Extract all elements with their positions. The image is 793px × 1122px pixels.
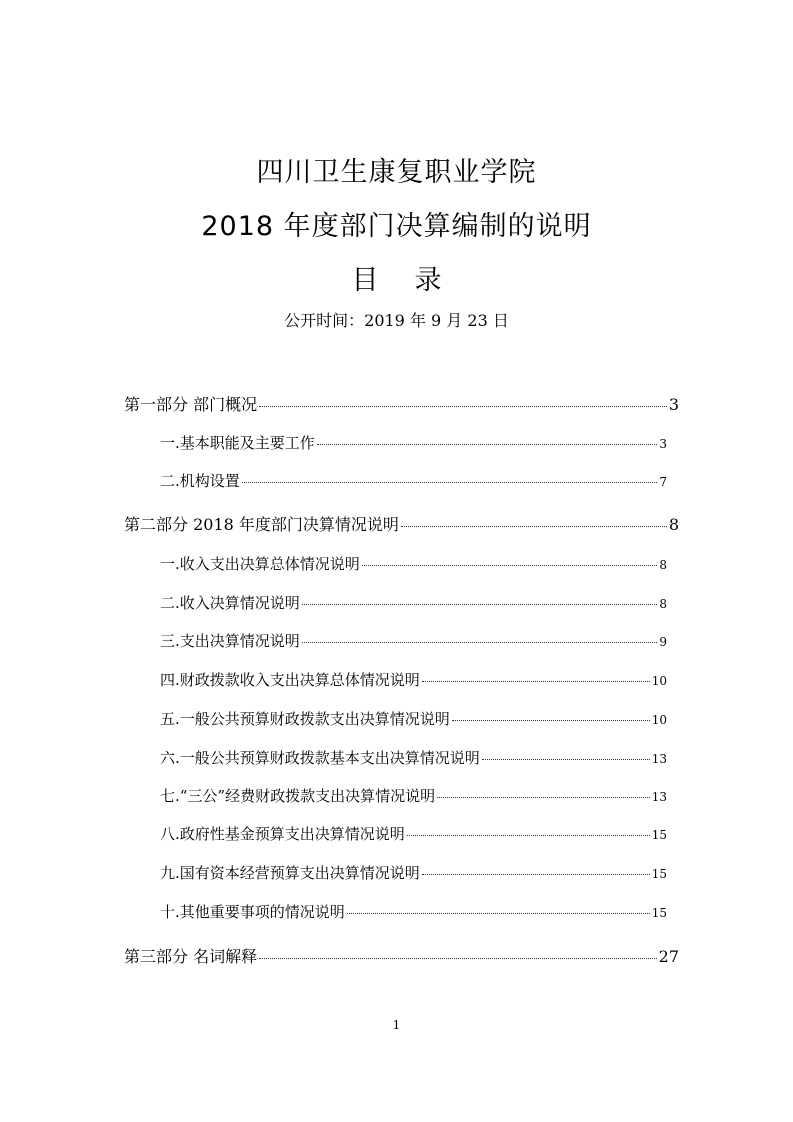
toc-item-label: 二.收入决算情况说明 [160,594,300,612]
toc-item[interactable] [160,470,667,491]
toc-item[interactable] [160,747,667,768]
toc-item-label: 二.机构设置 [160,472,240,490]
toc-item-label: 一.收入支出决算总体情况说明 [160,555,360,573]
toc-item[interactable] [160,785,667,806]
footer-page-number: 1 [392,1018,401,1032]
toc-item[interactable] [160,432,667,453]
toc-item[interactable] [160,901,667,922]
toc-page-number: 10 [651,713,667,727]
title-institution: 四川卫生康复职业学院 [256,157,537,188]
toc-page-number: 15 [651,906,667,920]
toc-leader [302,642,658,643]
toc-part-1[interactable] [124,392,679,415]
toc-page-number: 13 [651,752,667,766]
toc-item[interactable] [160,669,667,690]
toc-leader [242,482,658,483]
toc-item[interactable] [160,630,667,651]
toc-page-number: 8 [668,515,679,534]
toc-item[interactable] [160,592,667,613]
toc-item[interactable] [160,708,667,729]
toc-page-number: 3 [659,437,667,451]
toc-leader [317,444,658,445]
toc-item-label: 四.财政拨款收入支出决算总体情况说明 [160,671,420,689]
toc-leader [452,720,650,721]
toc-leader [422,874,650,875]
title-contents [0,258,793,297]
toc-item[interactable] [160,862,667,883]
toc-leader [482,759,650,760]
toc-part-label: 第二部分 2018 年度部门决算情况说明 [124,515,399,534]
toc-part-2[interactable] [124,512,679,535]
toc-item-label: 一.基本职能及主要工作 [160,434,315,452]
title-contents-char-2: 录 [414,265,442,296]
toc-part-3[interactable] [124,944,679,967]
toc-page-number: 3 [668,395,679,414]
toc-page-number: 7 [659,475,667,489]
toc-page-number: 15 [651,828,667,842]
toc-part-label: 第一部分 部门概况 [124,395,258,414]
toc-item-label: 十.其他重要事项的情况说明 [160,903,345,921]
toc-item-label: 九.国有资本经营预算支出决算情况说明 [160,864,420,882]
toc-page-number: 15 [651,867,667,881]
toc-leader [401,526,667,527]
toc-leader [437,797,650,798]
toc-page-number: 8 [659,597,667,611]
toc-item-label: 七.“三公”经费财政拨款支出决算情况说明 [160,787,436,805]
toc-item-label: 八.政府性基金预算支出决算情况说明 [160,825,405,843]
toc-leader [422,681,650,682]
publish-date: 公开时间：2019 年 9 月 23 日 [284,311,509,330]
toc-leader [259,406,667,407]
toc-leader [407,835,650,836]
toc-leader [362,565,658,566]
toc-leader [347,913,650,914]
toc-page-number: 9 [659,635,667,649]
toc-item-label: 六.一般公共预算财政拨款基本支出决算情况说明 [160,749,480,767]
toc-item[interactable] [160,553,667,574]
toc-leader [302,604,658,605]
toc-item-label: 三.支出决算情况说明 [160,632,300,650]
toc-leader [259,958,657,959]
toc-page-number: 27 [658,947,679,966]
toc-page-number: 10 [651,674,667,688]
title-contents-char-1: 目 [351,265,379,296]
toc-part-label: 第三部分 名词解释 [124,947,258,966]
title-report: 2018 年度部门决算编制的说明 [201,211,592,242]
toc-page-number: 8 [659,558,667,572]
toc-page-number: 13 [651,790,667,804]
toc-item[interactable] [160,823,667,844]
toc-item-label: 五.一般公共预算财政拨款支出决算情况说明 [160,710,450,728]
